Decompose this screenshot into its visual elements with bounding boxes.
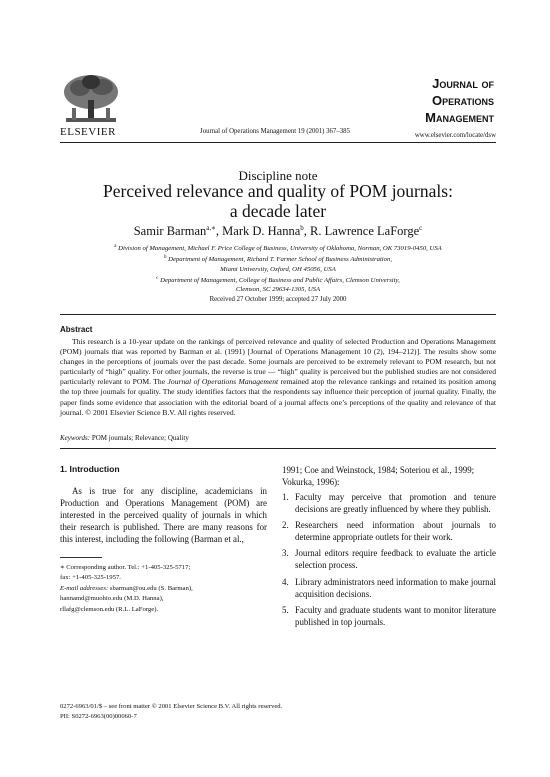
header-rule [60,142,496,143]
list-item [282,491,496,515]
copyright-footer [60,702,282,722]
footnote-email-label: E-mail addresses: [60,584,109,592]
footnote-email-2[interactable]: hannamd@muohio.edu (M.D. Hanna), [60,595,164,603]
elsevier-tree-logo [60,72,122,126]
pii-line: PII: S0272-6963(00)00060-7 [60,713,137,720]
author-name: R. Lawrence LaForge [310,224,420,238]
journal-logo-line3: Management [425,110,494,125]
list-number: 5. [282,604,289,615]
footnote-fax: fax: +1-405-325-1957. [60,574,121,582]
author-affil-mark: c [419,224,423,232]
keywords [60,434,189,442]
author-affil-mark: a,∗ [206,224,216,232]
issn-line: 0272-6963/01/$ – see front matter © 2001 Elsevier Science B.V. All rights reserved. [60,703,283,710]
list-text: Library administrators need information to make journal acquisition decisions. [295,576,496,599]
received-dates: Received 27 October 1999; accepted 27 July 2000 [209,296,347,303]
reasons-list [282,491,496,632]
abstract-bottom-rule [60,448,496,449]
affiliation-line [60,265,496,274]
article-type: Discipline note [238,168,318,183]
abstract-journal-name: Journal of Operations Management [167,377,279,387]
keywords-list: POM journals; Relevance; Quality [91,434,189,442]
affil-text: Division of Management, Michael F. Price College of Business, University of Oklahoma, Norman, OK 73019-0450, USA [118,245,442,252]
section-heading-introduction: 1. Introduction [60,464,120,474]
author-name: Samir Barman [133,224,207,238]
footnote [60,563,267,615]
footnote-rule [60,557,102,558]
affil-mark: c [156,275,159,281]
affiliations [60,242,496,294]
list-number: 2. [282,520,289,531]
author-affil-mark: b [300,224,304,232]
abstract-heading: Abstract [60,325,93,334]
list-text: Journal editors require feedback to evaluate the article selection process. [295,548,496,571]
affil-mark: a [114,244,117,249]
author-name: Mark D. Hanna [222,224,301,238]
article-title [60,181,496,221]
list-item [282,576,496,600]
affil-mark: b [163,255,167,261]
author-separator: , [303,224,311,238]
affiliation-line [60,253,496,264]
intro-continued: 1991; Coe and Weinstock, 1984; Soteriou et al., 1999; Vokurka, 1996): [282,465,475,488]
footnote-corresponding: ∗ Corresponding author. Tel.: +1-405-325-5717; [60,564,191,571]
affil-text: Department of Management, College of Business and Public Affairs, Clemson University, [160,276,400,284]
footnote-email-3[interactable]: rllafg@clemson.edu (R.L. LaForge). [60,605,159,613]
affil-text: Clemson, SC 29634-1305, USA [235,286,321,294]
affiliation-line [60,242,496,253]
title-line-1: Perceived relevance and quality of POM journals: [103,181,453,201]
publisher-name: ELSEVIER [60,126,116,138]
abstract-top-rule [60,314,496,315]
affil-text: Department of Management, Richard T. Farmer School of Business Administration, [168,256,393,264]
journal-citation: Journal of Operations Management 19 (2001) 367–385 [200,128,350,135]
journal-url[interactable]: www.elsevier.com/locate/dsw [414,132,496,139]
title-line-2: a decade later [229,201,327,221]
list-number: 1. [282,492,289,502]
abstract-part-1: This research is a 10-year update on the rankings of perceived relevance and quality of selected Production and Operations Management (POM) journals that was reported by Barman et al. (1991) [Journal of Operations Management 10 (2), 194–212)]. The results show some changes in the perceptions of journals over the past decade. Some journals are perceived to be extremely relevant to POM research, but not particularly of “high” quality. For other journals, the reverse is true — “high” quality is perceived but the published studies are not considered particularly relevant to POM. The [60,337,496,387]
affiliation-line [60,274,496,285]
abstract-part-2: remained atop the relevance rankings and retained its position among the top three journals for quality. The study identifies factors that the respondents say influence their perception of journal quality. Finally, the paper finds some evidence that association with the editorial board of a journal affects one’s perceptions of the quality and relevance of that journal. © 2001 Elsevier Science B.V. All rights reserved. [60,377,496,417]
list-number: 4. [282,576,289,587]
list-item [282,604,496,628]
list-text: Faculty and graduate students want to monitor literature published in top journals. [295,604,496,627]
abstract-text [60,337,496,418]
list-item [282,519,496,543]
author-separator: , [215,224,223,238]
author-list [60,224,496,239]
affiliation-line [60,285,496,294]
list-number: 3. [282,548,289,559]
keywords-label: Keywords: [60,434,91,442]
journal-logo-line1: Journal of [432,76,494,91]
list-item [282,547,496,571]
journal-logo [394,76,494,127]
footnote-email-1[interactable]: sbarman@ou.edu (S. Barman), [108,584,193,592]
journal-logo-line2: Operations [432,93,494,108]
intro-paragraph: As is true for any discipline, academicians in Production and Operations Management (POM) are interested in the perceived quality of journals in which their research is published. There are many reasons for this interest, including the following (Barman et al., [60,486,267,545]
list-text: Researchers need information about journals to determine appropriate outlets for their work. [295,520,496,543]
affil-text: Miami University, Oxford, OH 45056, USA [220,265,336,273]
list-text: Faculty may perceive that promotion and tenure decisions are greatly influenced by where they publish. [295,492,496,515]
